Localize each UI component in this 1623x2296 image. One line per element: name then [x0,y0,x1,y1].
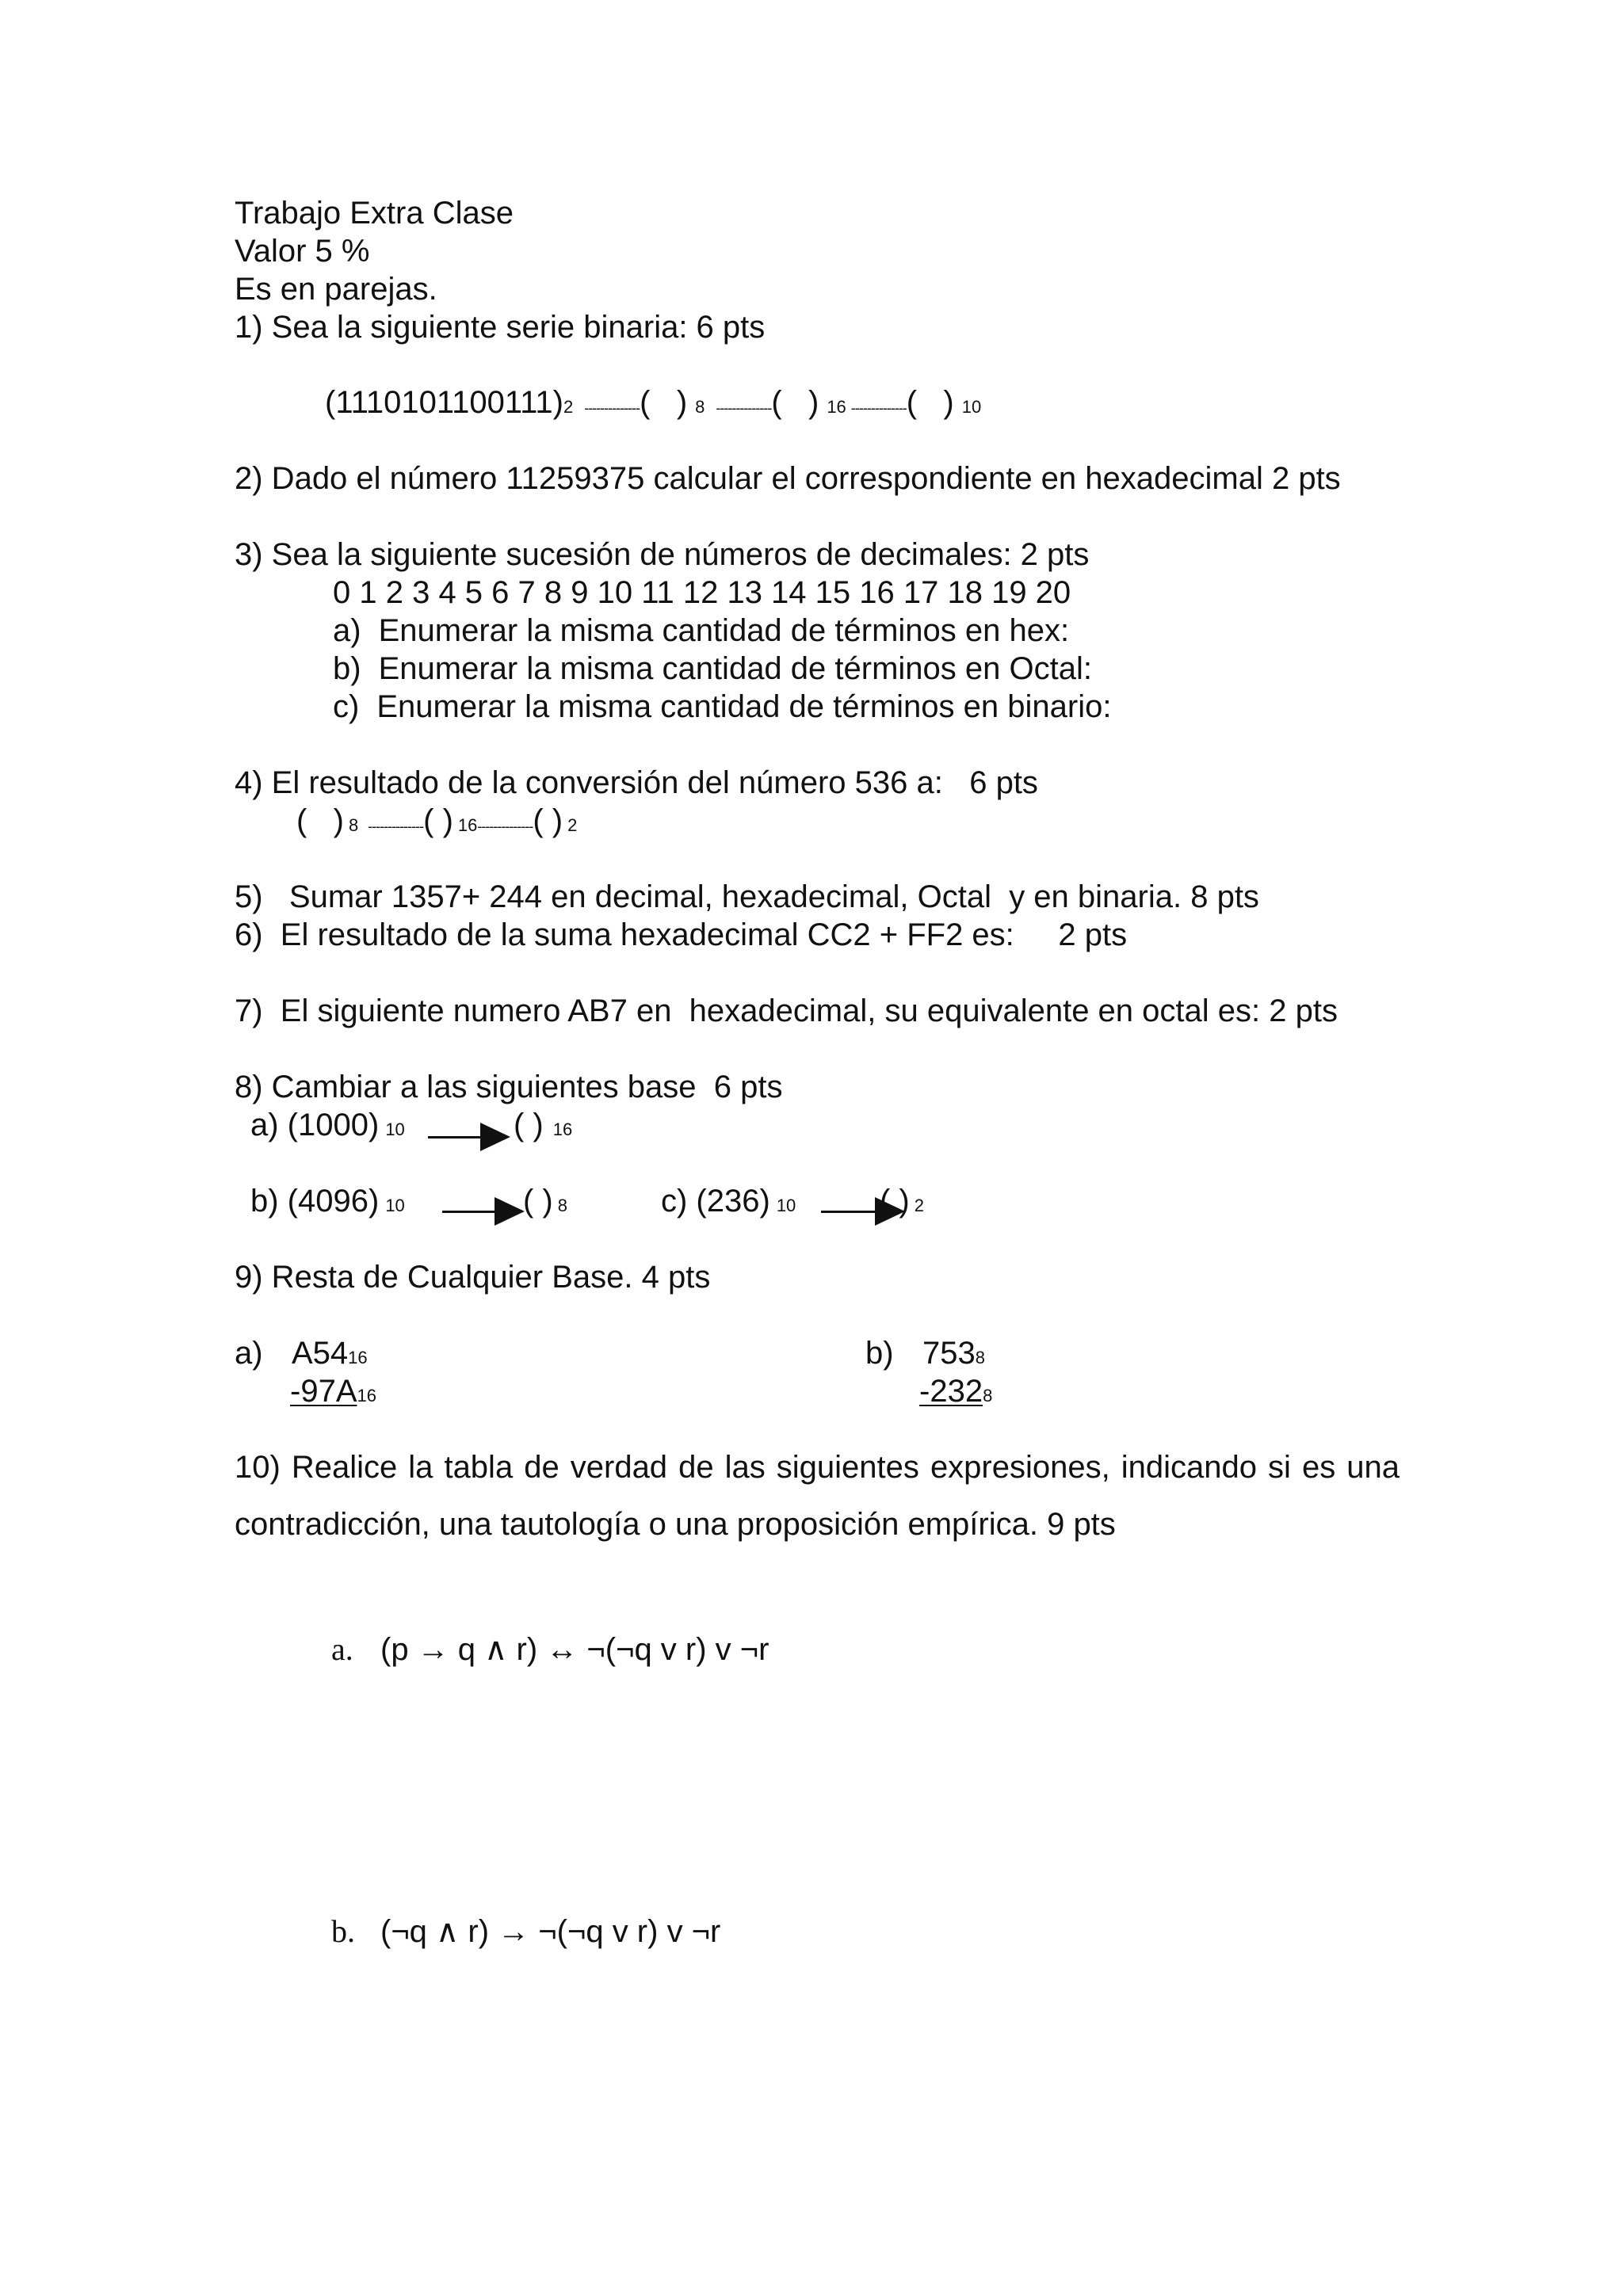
q4-conversion-line [296,802,577,845]
q1-base-10: 10 [961,397,982,417]
q1-paren-1: ( ) [640,385,688,420]
q1-paren-2: ( ) [771,385,819,420]
q1-base-in: 2 [563,397,574,417]
q8-c-from-base: 10 [776,1196,796,1215]
q8-b-from-base: 10 [385,1196,405,1215]
q4-dashes-2: -------------- [477,818,533,834]
q3-item-text: Enumerar la misma cantidad de términos en Octal: [378,651,1092,686]
q3-item-label: c) [333,689,360,724]
q2-text: 2) Dado el número 11259375 calcular el correspondiente en hexadecimal 2 pts [235,461,1341,496]
q3-item-label: a) [333,613,361,648]
q9-b-label: b) [865,1336,894,1371]
q3-item-c [333,688,1111,726]
q10-item-expr: (p → q ∧ r) ↔ ¬(¬q v r) v ¬r [380,1632,769,1667]
q3-text: 3) Sea la siguiente sucesión de números de decimales: 2 pts [235,537,1090,572]
q10-text: 10) Realice la tabla de verdad de las siguientes expresiones, indicando si es una contradicción, una tautología o una proposición empírica. 9 pts [235,1450,1400,1542]
q4-paren-1: ( ) [296,803,344,838]
q8-c-arrow-icon [821,1211,878,1213]
q3-item-a [333,612,1069,650]
q10-item-a [331,1630,769,1669]
q9-a-top: A5416 [292,1336,368,1371]
q9-a-label: a) [235,1336,263,1371]
q10-item-b [331,1913,720,1951]
doc-mode: Es en parejas. [235,272,437,307]
q1-dashes-2: -------------- [716,400,772,416]
q8-a-from-base: 10 [385,1119,405,1139]
q10-item-label: b. [331,1913,355,1949]
q9-a-bottom: -97A16 [290,1374,376,1409]
q3-item-label: b) [333,651,361,686]
q8-b-to-base: 8 [557,1196,568,1215]
q10-item-label: a. [331,1631,353,1667]
q8-c-to-base: 2 [914,1196,925,1215]
q9-b-bottom: -2328 [919,1374,993,1409]
q7-text: 7) El siguiente numero AB7 en hexadecimal, su equivalente en octal es: 2 pts [235,994,1338,1028]
q1-conversion-line [325,383,981,427]
q4-dashes-1: -------------- [368,818,424,834]
q1-dashes-1: -------------- [584,400,640,416]
doc-value: Valor 5 % [235,234,370,269]
q3-sequence: 0 1 2 3 4 5 6 7 8 9 10 11 12 13 14 15 16 17 18 19 20 [333,575,1071,610]
q1-text: 1) Sea la siguiente serie binaria: 6 pts [235,310,766,345]
q1-number: (1110101100111) [325,385,563,420]
q9-a-top-base: 16 [348,1348,368,1367]
q9-a-bottom-base: 16 [357,1386,376,1405]
q5-text: 5) Sumar 1357+ 244 en decimal, hexadecimal, Octal y en binaria. 8 pts [235,879,1259,914]
q8-a-arrow-icon [428,1136,483,1138]
q4-base-8: 8 [348,815,359,835]
q8-a-to-base: 16 [552,1119,573,1139]
q9-text: 9) Resta de Cualquier Base. 4 pts [235,1260,711,1295]
q9-b-top-base: 8 [975,1348,985,1367]
q8-c-to: ( ) 2 [880,1184,925,1219]
doc-title: Trabajo Extra Clase [235,196,514,231]
q10-item-expr: (¬q ∧ r) → ¬(¬q v r) v ¬r [380,1914,721,1949]
q8-b-from: b) (4096) 10 [250,1184,405,1219]
q4-paren-2: ( ) [423,803,453,838]
q1-base-8: 8 [695,397,705,417]
q1-base-16: 16 [827,397,846,417]
q9-b-top: 7538 [922,1336,985,1371]
q3-item-text: Enumerar la misma cantidad de términos en binario: [376,689,1112,724]
q8-b-arrow-icon [442,1211,498,1213]
q8-a-from: a) (1000) 10 [250,1108,405,1142]
q8-b-to: ( ) 8 [523,1184,568,1219]
q8-c-from: c) (236) 10 [661,1184,796,1219]
q4-base-16: 16 [457,815,478,835]
q3-item-text: Enumerar la misma cantidad de términos en hex: [378,613,1070,648]
q8-text: 8) Cambiar a las siguientes base 6 pts [235,1070,783,1104]
q1-dashes-3: -------------- [850,400,907,416]
q3-item-b [333,650,1092,688]
q4-paren-3: ( ) [533,803,563,838]
q6-text: 6) El resultado de la suma hexadecimal CC2 + FF2 es: 2 pts [235,917,1128,952]
q1-paren-3: ( ) [906,385,954,420]
q9-b-bottom-base: 8 [983,1386,993,1405]
q8-a-to: ( ) 16 [514,1108,573,1142]
q4-base-2: 2 [567,815,578,835]
q4-text: 4) El resultado de la conversión del número 536 a: 6 pts [235,765,1038,800]
